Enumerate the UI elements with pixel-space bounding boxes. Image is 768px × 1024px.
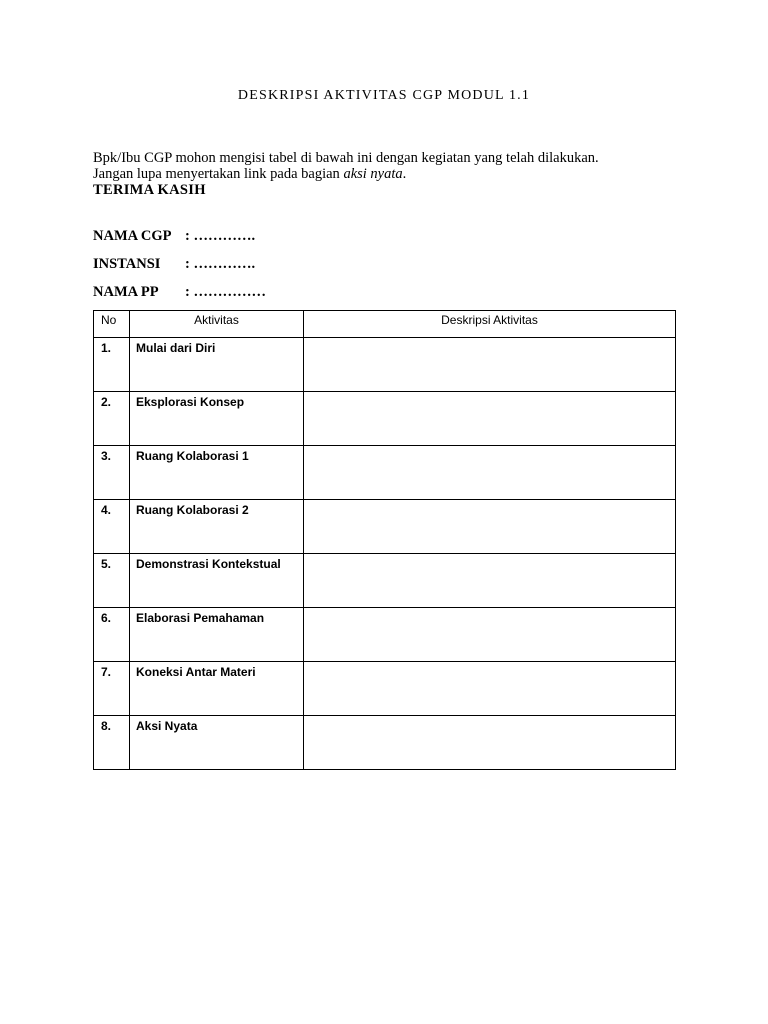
field-nama-cgp [93, 228, 255, 245]
row-activity: Demonstrasi Kontekstual [130, 554, 304, 608]
row-number: 6. [94, 608, 130, 662]
row-activity: Aksi Nyata [130, 716, 304, 770]
header-no: No [94, 311, 130, 338]
table-row [94, 500, 676, 554]
aksi-nyata-emphasis: aksi nyata [343, 166, 403, 182]
table-row [94, 716, 676, 770]
instruction-line-2-prefix: Jangan lupa menyertakan link pada bagian [93, 166, 344, 182]
row-description[interactable] [304, 446, 676, 500]
row-activity: Mulai dari Diri [130, 338, 304, 392]
table-row [94, 338, 676, 392]
row-description[interactable] [304, 392, 676, 446]
row-description[interactable] [304, 716, 676, 770]
instruction-line-2 [93, 166, 693, 182]
row-description[interactable] [304, 338, 676, 392]
row-number: 3. [94, 446, 130, 500]
table-row [94, 662, 676, 716]
activity-table [93, 310, 676, 770]
row-number: 4. [94, 500, 130, 554]
thanks-note: TERIMA KASIH [93, 182, 206, 198]
field-value: : …………… [185, 284, 266, 300]
row-number: 7. [94, 662, 130, 716]
field-instansi [93, 256, 255, 273]
instruction-line-2-suffix: . [402, 166, 407, 182]
row-activity: Ruang Kolaborasi 1 [130, 446, 304, 500]
row-number: 8. [94, 716, 130, 770]
row-activity: Eksplorasi Konsep [130, 392, 304, 446]
table-row [94, 554, 676, 608]
header-activity: Aktivitas [130, 311, 304, 338]
row-activity: Elaborasi Pemahaman [130, 608, 304, 662]
row-activity: Koneksi Antar Materi [130, 662, 304, 716]
table-row [94, 608, 676, 662]
row-number: 1. [94, 338, 130, 392]
field-value: : …………. [185, 228, 256, 244]
field-value: : …………. [185, 256, 256, 272]
instructions [93, 150, 693, 198]
table-row [94, 446, 676, 500]
row-number: 5. [94, 554, 130, 608]
row-description[interactable] [304, 554, 676, 608]
row-activity: Ruang Kolaborasi 2 [130, 500, 304, 554]
instruction-line-1: Bpk/Ibu CGP mohon mengisi tabel di bawah ini dengan kegiatan yang telah dilakukan. [93, 150, 599, 166]
field-label: NAMA CGP [93, 228, 172, 244]
row-description[interactable] [304, 500, 676, 554]
table-header-row [94, 311, 676, 338]
field-label: INSTANSI [93, 256, 161, 272]
field-label: NAMA PP [93, 284, 159, 300]
document-title: DESKRIPSI AKTIVITAS CGP MODUL 1.1 [237, 88, 531, 103]
header-description: Deskripsi Aktivitas [304, 311, 676, 338]
row-number: 2. [94, 392, 130, 446]
row-description[interactable] [304, 662, 676, 716]
table-row [94, 392, 676, 446]
field-nama-pp [93, 284, 266, 301]
row-description[interactable] [304, 608, 676, 662]
